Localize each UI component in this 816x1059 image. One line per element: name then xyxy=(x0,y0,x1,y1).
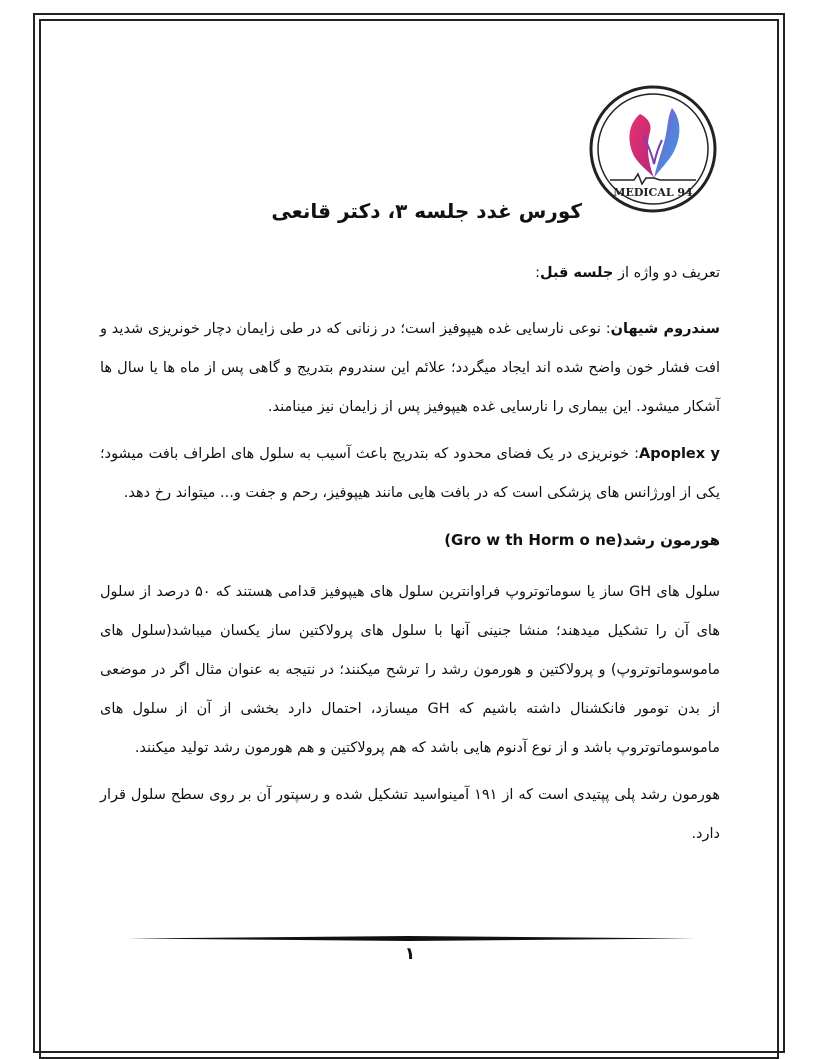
gh-paragraph-2: هورمون رشد پلی پپتیدی است که از ۱۹۱ آمینواسید تشکیل شده و رسپتور آن بر روی سطح سلول قرار دارد. xyxy=(100,787,720,842)
sheehan-term: سندروم شیهان xyxy=(610,321,720,337)
growth-hormone-heading: هورمون رشد(Gro w th Horm o ne) xyxy=(444,531,720,549)
footer-divider xyxy=(122,936,696,941)
logo-text: MEDICAL 94 xyxy=(613,186,693,199)
intro-line: تعریف دو واژه از جلسه قبل: xyxy=(535,265,720,281)
page-number: ۱ xyxy=(404,944,416,964)
page-title: کورس غدد جلسه ۳، دکتر قانعی xyxy=(271,199,582,223)
gh-paragraph-1: سلول های GH ساز یا سوماتوتروپ فراوانترین سلول های هیپوفیز قدامی هستند که ۵۰ درصد از سلول های آن را تشکیل میدهند؛ منشا جنینی آنها با سلول های پرولاکتین ساز یکسان میباشد(سلول های ماموسوماتوتروپ) و پرولاکتین و هورمون رشد را ترشح میکنند؛ در نتیجه به عنوان مثال اگر در موضعی از بدن تومور فانکشنال داشته باشیم که GH میسازد، احتمال دارد بخشی از آن از سلول های ماموسوماتوتروپ باشد و از نوع آدنوم هایی باشد که هم پرولاکتین و هم هورمون رشد تولید میکنند. xyxy=(100,584,721,756)
apoplexy-definition: Apoplex y: خونریزی در یک فضای محدود که بتدریج باعث آسیب به سلول های اطراف بافت میشود؛ یکی از اورژانس های پزشکی است که در بافت هایی مانند هیپوفیز، رحم و جفت و... میتواند رخ دهد. xyxy=(100,446,720,501)
sheehan-definition: سندروم شیهان: نوعی نارسایی غده هیپوفیز است؛ در زنانی که در طی زایمان دچار خونریزی شدید و افت فشار خون واضح شده اند ایجاد میگردد؛ علائم این سندروم بتدریج و گاهی پس از ماه ها یا سال ها آشکار میشود. این بیماری را نارسایی غده هیپوفیز پس از زایمان نیز مینامند. xyxy=(100,321,720,415)
apoplexy-term: Apoplex y xyxy=(639,446,720,462)
document-body xyxy=(100,258,720,862)
medical-logo-icon xyxy=(588,84,718,214)
